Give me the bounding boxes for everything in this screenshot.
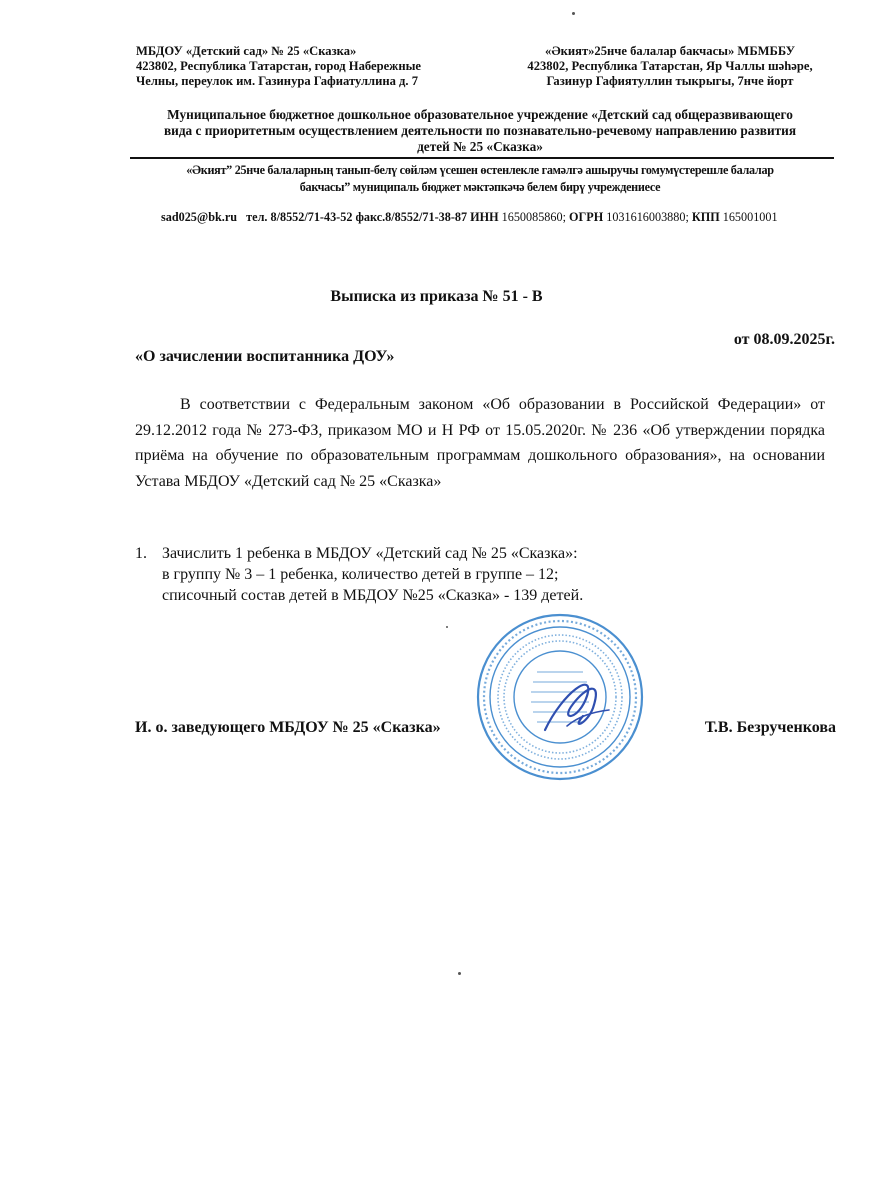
order-item-number: 1. <box>135 545 147 562</box>
organization-name-tatar <box>150 162 810 196</box>
header-right-line1: «Әкият»25нче балалар бакчасы» МБМББУ <box>545 44 795 58</box>
document-date: от 08.09.2025г. <box>733 331 835 348</box>
header-left-line2: 423802, Республика Татарстан, город Набережные <box>136 59 421 73</box>
scan-speck <box>572 12 575 15</box>
org-ru-line2: вида с приоритетным осуществлением деятельности по познавательно-речевому направлению развития <box>163 123 797 138</box>
contact-ogrn: 1031616003880; <box>606 210 689 224</box>
header-right-line3: Газинур Гафиятуллин тыкрыгы, 7нче йорт <box>546 74 794 88</box>
order-item-line2: в группу № 3 – 1 ребенка, количество детей в группе – 12; <box>162 566 559 583</box>
contact-inn-label: ИНН <box>470 210 499 224</box>
header-right-line2: 423802, Республика Татарстан, Яр Чаллы шәһәре, <box>527 59 813 73</box>
header-right-address <box>505 44 835 89</box>
official-stamp <box>475 612 645 782</box>
header-divider <box>130 157 834 159</box>
header-left-address <box>136 44 466 89</box>
document-subject: «О зачислении воспитанника ДОУ» <box>135 348 395 365</box>
contact-ogrn-label: ОГРН <box>569 210 604 224</box>
contacts-line <box>161 210 841 225</box>
org-ru-line1: Муниципальное бюджетное дошкольное образовательное учреждение «Детский сад общеразвивающего <box>167 107 793 122</box>
contact-kpp-label: КПП <box>691 210 720 224</box>
document-title: Выписка из приказа № 51 - В <box>330 288 543 305</box>
scan-speck <box>458 972 461 975</box>
header-left-line3: Челны, переулок им. Газинура Гафиатуллина д. 7 <box>136 74 419 88</box>
contact-inn: 1650085860; <box>501 210 566 224</box>
contact-email: sad025@bk.ru <box>161 210 238 224</box>
contact-phones: тел. 8/8552/71-43-52 факс.8/8552/71-38-87 <box>246 210 468 224</box>
org-tt-line1: «Әкият” 25нче балаларның танып-белү сөйләм үсешен өстенлекле гамәлгә ашыручы гомумүстерешле балалар <box>186 163 774 177</box>
contact-kpp: 165001001 <box>722 210 778 224</box>
signatory-name: Т.В. Безрученкова <box>704 719 836 736</box>
organization-name-russian <box>130 107 830 155</box>
header-left-line1: МБДОУ «Детский сад» № 25 «Сказка» <box>136 44 357 58</box>
preamble-paragraph: В соответствии с Федеральным законом «Об образовании в Российской Федерации» от 29.12.2012 года № 273-ФЗ, приказом МО и Н РФ от 15.05.2020г. № 236 «Об утверждении порядка приёма на обучение по образовательным программам дошкольного образования», на основании Устава МБДОУ «Детский сад № 25 «Сказка» <box>135 396 825 490</box>
org-tt-line2: бакчасы” муниципаль бюджет мәктәпкәчә белем бирү учреждениесе <box>299 180 661 194</box>
scan-speck <box>446 626 448 628</box>
signatory-position: И. о. заведующего МБДОУ № 25 «Сказка» <box>135 719 441 736</box>
order-item-line1: Зачислить 1 ребенка в МБДОУ «Детский сад № 25 «Сказка»: <box>162 545 578 562</box>
org-ru-line3: детей № 25 «Сказка» <box>417 139 543 154</box>
order-item-line3: списочный состав детей в МБДОУ №25 «Сказка» - 139 детей. <box>162 587 584 604</box>
